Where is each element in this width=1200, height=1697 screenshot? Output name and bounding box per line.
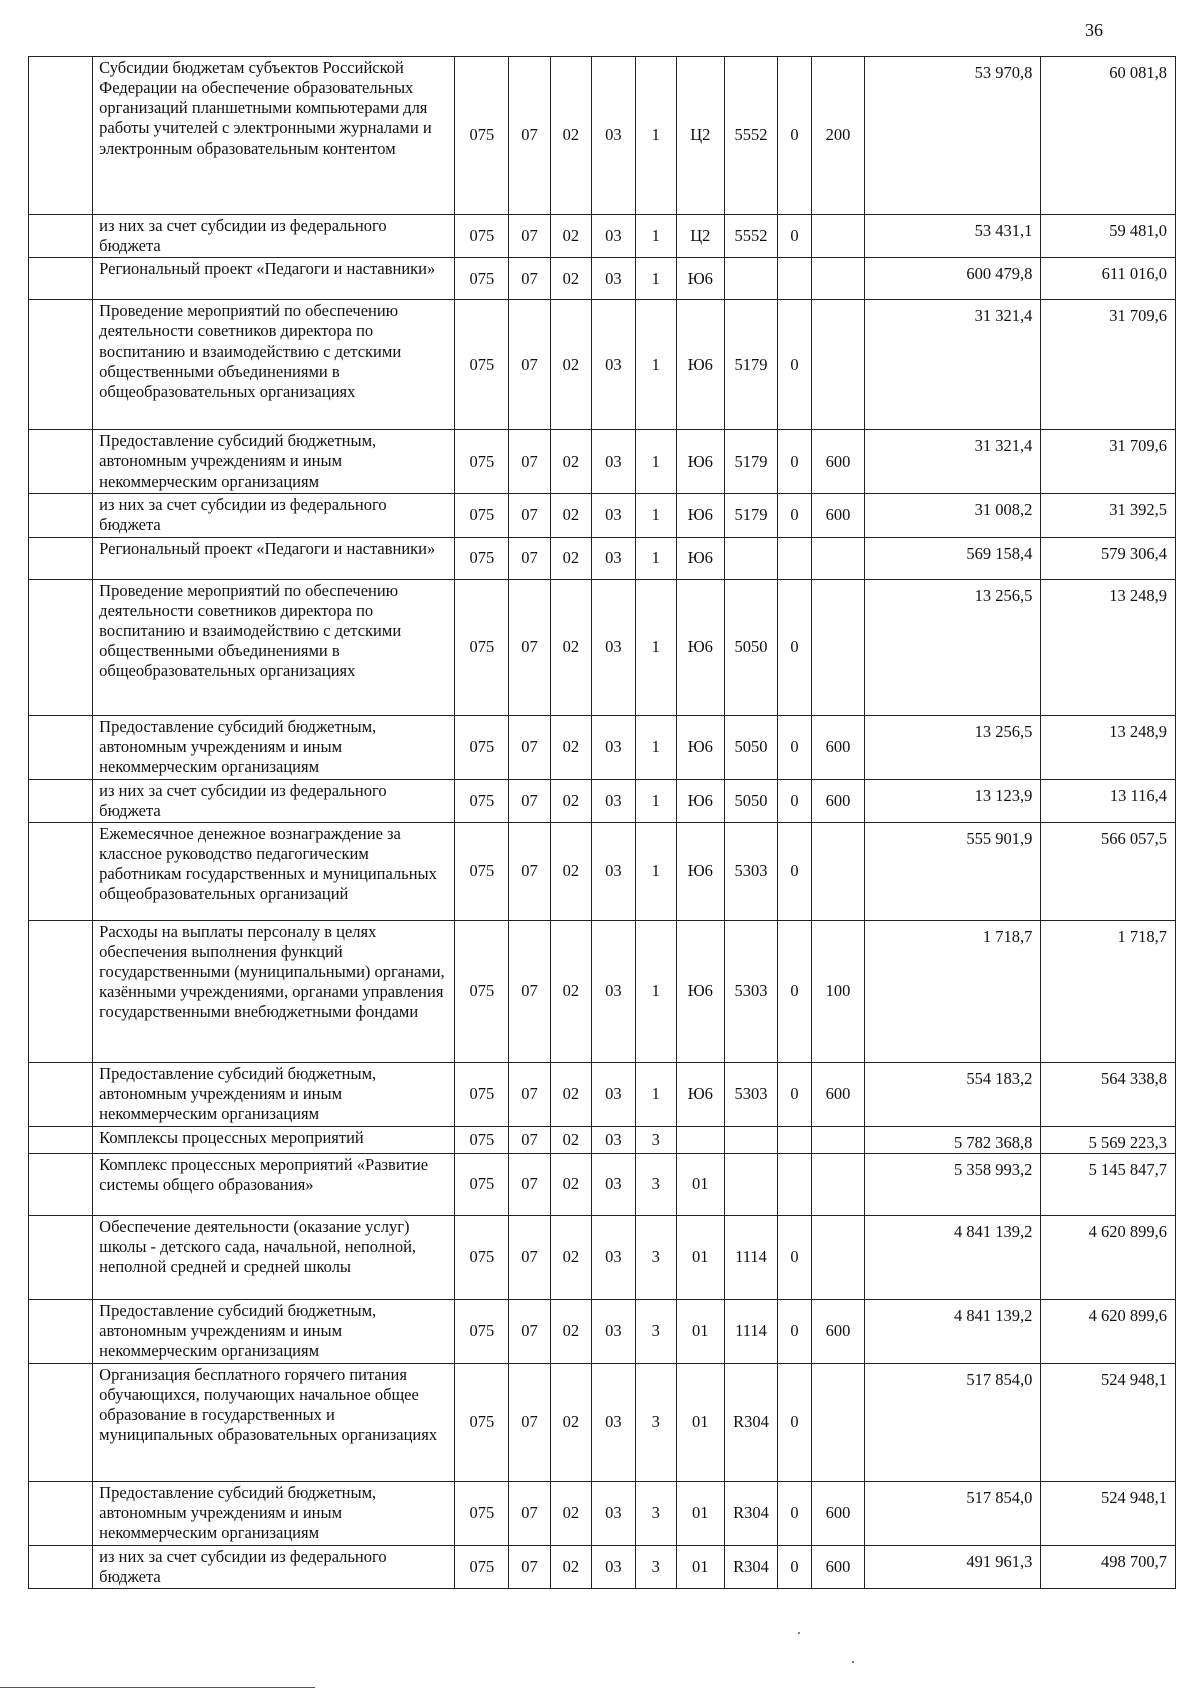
table-row: [29, 258, 1176, 300]
code-cell: [811, 1215, 865, 1299]
table-row: [29, 579, 1176, 715]
table-row: [29, 1363, 1176, 1481]
code-cell: 0: [778, 1215, 811, 1299]
table-row: [29, 430, 1176, 494]
code-cell: 07: [509, 537, 550, 579]
code-cell: 075: [455, 779, 509, 822]
code-cell: 0: [778, 920, 811, 1062]
code-cell: 075: [455, 1215, 509, 1299]
amount-cell-y2: 524 948,1: [1041, 1363, 1176, 1481]
page-number: 36: [1085, 20, 1103, 40]
code-cell: 5552: [724, 57, 778, 215]
code-cell: [778, 537, 811, 579]
code-cell: 02: [550, 1215, 591, 1299]
code-cell: 02: [550, 494, 591, 537]
code-cell: 03: [592, 1215, 635, 1299]
amount-cell-y1: 555 901,9: [865, 822, 1041, 920]
code-cell: 07: [509, 430, 550, 494]
amount-cell-y2: 59 481,0: [1041, 215, 1176, 258]
code-cell: 0: [778, 430, 811, 494]
amount-cell-y2: 13 116,4: [1041, 779, 1176, 822]
code-cell: 03: [592, 1126, 635, 1153]
table-row: [29, 1481, 1176, 1545]
code-cell: Ю6: [677, 300, 725, 430]
code-cell: 1: [635, 822, 676, 920]
row-number-cell: [29, 215, 93, 258]
row-number-cell: [29, 430, 93, 494]
code-cell: 03: [592, 579, 635, 715]
code-cell: 075: [455, 1545, 509, 1588]
code-cell: 075: [455, 258, 509, 300]
code-cell: 03: [592, 494, 635, 537]
code-cell: 02: [550, 537, 591, 579]
code-cell: 5179: [724, 430, 778, 494]
code-cell: 0: [778, 1299, 811, 1363]
item-name-cell: Ежемесячное денежное вознаграждение за классное руководство педагогическим работникам государственных и муниципальных общеобразовательных организаций: [93, 822, 455, 920]
amount-cell-y2: 5 145 847,7: [1041, 1153, 1176, 1215]
code-cell: 07: [509, 300, 550, 430]
code-cell: 01: [677, 1481, 725, 1545]
code-cell: [778, 1153, 811, 1215]
code-cell: 075: [455, 494, 509, 537]
table-row: [29, 822, 1176, 920]
item-name-cell: Проведение мероприятий по обеспечению деятельности советников директора по воспитанию и взаимодействию с детскими общественными объединениями в общеобразовательных организациях: [93, 579, 455, 715]
code-cell: 07: [509, 579, 550, 715]
code-cell: 02: [550, 1299, 591, 1363]
code-cell: Ц2: [677, 57, 725, 215]
code-cell: 1: [635, 215, 676, 258]
code-cell: 1: [635, 920, 676, 1062]
amount-cell-y1: 5 782 368,8: [865, 1126, 1041, 1153]
code-cell: 3: [635, 1299, 676, 1363]
code-cell: 03: [592, 1481, 635, 1545]
code-cell: 3: [635, 1126, 676, 1153]
code-cell: 600: [811, 1481, 865, 1545]
code-cell: 200: [811, 57, 865, 215]
code-cell: 03: [592, 822, 635, 920]
code-cell: 075: [455, 300, 509, 430]
code-cell: 3: [635, 1153, 676, 1215]
amount-cell-y1: 517 854,0: [865, 1481, 1041, 1545]
code-cell: 07: [509, 1126, 550, 1153]
code-cell: Ю6: [677, 430, 725, 494]
code-cell: 01: [677, 1363, 725, 1481]
code-cell: 075: [455, 537, 509, 579]
code-cell: 07: [509, 1481, 550, 1545]
code-cell: 03: [592, 1153, 635, 1215]
code-cell: 02: [550, 57, 591, 215]
item-name-cell: из них за счет субсидии из федерального бюджета: [93, 215, 455, 258]
code-cell: [724, 1153, 778, 1215]
code-cell: Ю6: [677, 822, 725, 920]
code-cell: 1: [635, 1062, 676, 1126]
amount-cell-y1: 517 854,0: [865, 1363, 1041, 1481]
table-row: [29, 1545, 1176, 1588]
amount-cell-y2: 524 948,1: [1041, 1481, 1176, 1545]
amount-cell-y1: 31 321,4: [865, 300, 1041, 430]
code-cell: 01: [677, 1215, 725, 1299]
footer-line: [0, 1687, 315, 1688]
code-cell: 1: [635, 537, 676, 579]
code-cell: 075: [455, 430, 509, 494]
code-cell: 0: [778, 494, 811, 537]
item-name-cell: Предоставление субсидий бюджетным, автономным учреждениям и иным некоммерческим организациям: [93, 1062, 455, 1126]
amount-cell-y2: 31 709,6: [1041, 300, 1176, 430]
item-name-cell: Комплекс процессных мероприятий «Развитие системы общего образования»: [93, 1153, 455, 1215]
row-number-cell: [29, 920, 93, 1062]
amount-cell-y1: 13 256,5: [865, 579, 1041, 715]
code-cell: 07: [509, 494, 550, 537]
code-cell: 03: [592, 57, 635, 215]
amount-cell-y1: 491 961,3: [865, 1545, 1041, 1588]
scan-speck: [852, 1661, 854, 1663]
code-cell: R304: [724, 1545, 778, 1588]
code-cell: 600: [811, 430, 865, 494]
row-number-cell: [29, 1153, 93, 1215]
table-row: [29, 1153, 1176, 1215]
amount-cell-y1: 4 841 139,2: [865, 1299, 1041, 1363]
code-cell: 02: [550, 1363, 591, 1481]
code-cell: 02: [550, 1153, 591, 1215]
row-number-cell: [29, 494, 93, 537]
code-cell: 0: [778, 779, 811, 822]
table-row: [29, 494, 1176, 537]
item-name-cell: из них за счет субсидии из федерального бюджета: [93, 779, 455, 822]
code-cell: 075: [455, 1481, 509, 1545]
code-cell: [811, 1126, 865, 1153]
code-cell: [677, 1126, 725, 1153]
code-cell: 0: [778, 715, 811, 779]
row-number-cell: [29, 1481, 93, 1545]
item-name-cell: Комплексы процессных мероприятий: [93, 1126, 455, 1153]
item-name-cell: Субсидии бюджетам субъектов Российской Федерации на обеспечение образовательных организаций планшетными компьютерами для работы учителей с электронными журналами и электронным образовательным контентом: [93, 57, 455, 215]
code-cell: 0: [778, 300, 811, 430]
amount-cell-y2: 5 569 223,3: [1041, 1126, 1176, 1153]
code-cell: 3: [635, 1215, 676, 1299]
code-cell: Ю6: [677, 537, 725, 579]
code-cell: [811, 300, 865, 430]
code-cell: 07: [509, 1153, 550, 1215]
code-cell: 03: [592, 537, 635, 579]
code-cell: Ю6: [677, 1062, 725, 1126]
code-cell: [811, 537, 865, 579]
table-row: [29, 1126, 1176, 1153]
code-cell: 0: [778, 215, 811, 258]
code-cell: Ц2: [677, 215, 725, 258]
row-number-cell: [29, 1215, 93, 1299]
code-cell: Ю6: [677, 579, 725, 715]
code-cell: 3: [635, 1363, 676, 1481]
amount-cell-y2: 4 620 899,6: [1041, 1215, 1176, 1299]
row-number-cell: [29, 822, 93, 920]
code-cell: 5303: [724, 920, 778, 1062]
table-row: [29, 920, 1176, 1062]
amount-cell-y2: 4 620 899,6: [1041, 1299, 1176, 1363]
code-cell: 02: [550, 1545, 591, 1588]
code-cell: 0: [778, 822, 811, 920]
code-cell: 03: [592, 1062, 635, 1126]
item-name-cell: Проведение мероприятий по обеспечению деятельности советников директора по воспитанию и взаимодействию с детскими общественными объединениями в общеобразовательных организациях: [93, 300, 455, 430]
scan-speck: [798, 1632, 800, 1634]
amount-cell-y1: 600 479,8: [865, 258, 1041, 300]
code-cell: 075: [455, 1153, 509, 1215]
code-cell: 600: [811, 1299, 865, 1363]
code-cell: 02: [550, 1126, 591, 1153]
code-cell: 1: [635, 258, 676, 300]
code-cell: 02: [550, 300, 591, 430]
code-cell: Ю6: [677, 494, 725, 537]
code-cell: 075: [455, 822, 509, 920]
code-cell: 1114: [724, 1215, 778, 1299]
row-number-cell: [29, 300, 93, 430]
amount-cell-y1: 31 321,4: [865, 430, 1041, 494]
code-cell: 600: [811, 1545, 865, 1588]
row-number-cell: [29, 1545, 93, 1588]
amount-cell-y1: 13 256,5: [865, 715, 1041, 779]
amount-cell-y2: 60 081,8: [1041, 57, 1176, 215]
amount-cell-y1: 31 008,2: [865, 494, 1041, 537]
amount-cell-y1: 554 183,2: [865, 1062, 1041, 1126]
code-cell: 02: [550, 215, 591, 258]
code-cell: [811, 822, 865, 920]
code-cell: 5179: [724, 300, 778, 430]
code-cell: 075: [455, 715, 509, 779]
code-cell: 600: [811, 1062, 865, 1126]
code-cell: 03: [592, 1363, 635, 1481]
code-cell: 07: [509, 258, 550, 300]
code-cell: 0: [778, 1363, 811, 1481]
code-cell: 07: [509, 1062, 550, 1126]
code-cell: 1: [635, 779, 676, 822]
code-cell: 1: [635, 494, 676, 537]
code-cell: 0: [778, 57, 811, 215]
code-cell: [811, 215, 865, 258]
table-row: [29, 300, 1176, 430]
amount-cell-y2: 498 700,7: [1041, 1545, 1176, 1588]
row-number-cell: [29, 1126, 93, 1153]
code-cell: R304: [724, 1481, 778, 1545]
code-cell: 07: [509, 215, 550, 258]
code-cell: [724, 537, 778, 579]
code-cell: 600: [811, 779, 865, 822]
code-cell: 075: [455, 1062, 509, 1126]
code-cell: [811, 258, 865, 300]
code-cell: 07: [509, 1363, 550, 1481]
code-cell: 075: [455, 1363, 509, 1481]
item-name-cell: Организация бесплатного горячего питания обучающихся, получающих начальное общее образование в государственных и муниципальных образовательных организациях: [93, 1363, 455, 1481]
amount-cell-y2: 611 016,0: [1041, 258, 1176, 300]
code-cell: Ю6: [677, 715, 725, 779]
code-cell: [811, 1153, 865, 1215]
table-row: [29, 57, 1176, 215]
code-cell: Ю6: [677, 779, 725, 822]
code-cell: 0: [778, 1545, 811, 1588]
table-row: [29, 779, 1176, 822]
code-cell: 02: [550, 779, 591, 822]
code-cell: [724, 258, 778, 300]
code-cell: 02: [550, 715, 591, 779]
code-cell: 02: [550, 822, 591, 920]
code-cell: [778, 1126, 811, 1153]
code-cell: 03: [592, 430, 635, 494]
code-cell: 02: [550, 430, 591, 494]
code-cell: 02: [550, 1062, 591, 1126]
row-number-cell: [29, 57, 93, 215]
code-cell: 03: [592, 300, 635, 430]
code-cell: 5303: [724, 1062, 778, 1126]
code-cell: [724, 1126, 778, 1153]
amount-cell-y2: 31 392,5: [1041, 494, 1176, 537]
item-name-cell: Предоставление субсидий бюджетным, автономным учреждениям и иным некоммерческим организациям: [93, 715, 455, 779]
table-row: [29, 537, 1176, 579]
row-number-cell: [29, 1299, 93, 1363]
code-cell: 03: [592, 779, 635, 822]
code-cell: 1114: [724, 1299, 778, 1363]
row-number-cell: [29, 779, 93, 822]
code-cell: R304: [724, 1363, 778, 1481]
item-name-cell: Обеспечение деятельности (оказание услуг) школы - детского сада, начальной, неполной, неполной средней и средней школы: [93, 1215, 455, 1299]
amount-cell-y1: 53 970,8: [865, 57, 1041, 215]
code-cell: 02: [550, 1481, 591, 1545]
code-cell: 02: [550, 579, 591, 715]
code-cell: Ю6: [677, 258, 725, 300]
code-cell: 3: [635, 1481, 676, 1545]
code-cell: 075: [455, 920, 509, 1062]
row-number-cell: [29, 1363, 93, 1481]
row-number-cell: [29, 1062, 93, 1126]
row-number-cell: [29, 579, 93, 715]
code-cell: 1: [635, 300, 676, 430]
code-cell: [811, 1363, 865, 1481]
code-cell: 1: [635, 57, 676, 215]
code-cell: 075: [455, 57, 509, 215]
code-cell: 01: [677, 1153, 725, 1215]
amount-cell-y1: 5 358 993,2: [865, 1153, 1041, 1215]
code-cell: 5179: [724, 494, 778, 537]
code-cell: 03: [592, 920, 635, 1062]
amount-cell-y2: 31 709,6: [1041, 430, 1176, 494]
amount-cell-y1: 4 841 139,2: [865, 1215, 1041, 1299]
code-cell: 07: [509, 1545, 550, 1588]
budget-table: [28, 56, 1176, 1589]
amount-cell-y1: 13 123,9: [865, 779, 1041, 822]
code-cell: 03: [592, 1545, 635, 1588]
code-cell: 07: [509, 779, 550, 822]
table-row: [29, 215, 1176, 258]
amount-cell-y2: 13 248,9: [1041, 715, 1176, 779]
code-cell: 5050: [724, 779, 778, 822]
item-name-cell: Региональный проект «Педагоги и наставники»: [93, 258, 455, 300]
table-row: [29, 715, 1176, 779]
code-cell: 07: [509, 57, 550, 215]
amount-cell-y2: 566 057,5: [1041, 822, 1176, 920]
code-cell: 03: [592, 1299, 635, 1363]
table-row: [29, 1062, 1176, 1126]
code-cell: 5050: [724, 579, 778, 715]
code-cell: 0: [778, 1062, 811, 1126]
code-cell: 02: [550, 258, 591, 300]
code-cell: 03: [592, 715, 635, 779]
item-name-cell: из них за счет субсидии из федерального бюджета: [93, 1545, 455, 1588]
code-cell: 075: [455, 579, 509, 715]
code-cell: 07: [509, 822, 550, 920]
code-cell: 600: [811, 494, 865, 537]
code-cell: 03: [592, 215, 635, 258]
code-cell: 02: [550, 920, 591, 1062]
code-cell: 075: [455, 1299, 509, 1363]
code-cell: 0: [778, 579, 811, 715]
code-cell: 01: [677, 1545, 725, 1588]
code-cell: 03: [592, 258, 635, 300]
amount-cell-y1: 53 431,1: [865, 215, 1041, 258]
code-cell: 5552: [724, 215, 778, 258]
amount-cell-y2: 579 306,4: [1041, 537, 1176, 579]
code-cell: [778, 258, 811, 300]
item-name-cell: Предоставление субсидий бюджетным, автономным учреждениям и иным некоммерческим организациям: [93, 430, 455, 494]
code-cell: 075: [455, 215, 509, 258]
code-cell: 600: [811, 715, 865, 779]
amount-cell-y2: 564 338,8: [1041, 1062, 1176, 1126]
amount-cell-y2: 1 718,7: [1041, 920, 1176, 1062]
code-cell: 075: [455, 1126, 509, 1153]
item-name-cell: Предоставление субсидий бюджетным, автономным учреждениям и иным некоммерческим организациям: [93, 1481, 455, 1545]
code-cell: 07: [509, 920, 550, 1062]
code-cell: 07: [509, 1299, 550, 1363]
item-name-cell: Региональный проект «Педагоги и наставники»: [93, 537, 455, 579]
amount-cell-y1: 1 718,7: [865, 920, 1041, 1062]
code-cell: 100: [811, 920, 865, 1062]
item-name-cell: Расходы на выплаты персоналу в целях обеспечения выполнения функций государственными (муниципальными) органами, казёнными учреждениями, органами управления государственными внебюджетными фондами: [93, 920, 455, 1062]
table-row: [29, 1299, 1176, 1363]
code-cell: 5303: [724, 822, 778, 920]
row-number-cell: [29, 537, 93, 579]
amount-cell-y2: 13 248,9: [1041, 579, 1176, 715]
code-cell: 1: [635, 579, 676, 715]
code-cell: 07: [509, 715, 550, 779]
item-name-cell: Предоставление субсидий бюджетным, автономным учреждениям и иным некоммерческим организациям: [93, 1299, 455, 1363]
code-cell: 0: [778, 1481, 811, 1545]
code-cell: [811, 579, 865, 715]
row-number-cell: [29, 258, 93, 300]
code-cell: 5050: [724, 715, 778, 779]
code-cell: 07: [509, 1215, 550, 1299]
code-cell: Ю6: [677, 920, 725, 1062]
row-number-cell: [29, 715, 93, 779]
code-cell: 3: [635, 1545, 676, 1588]
amount-cell-y1: 569 158,4: [865, 537, 1041, 579]
item-name-cell: из них за счет субсидии из федерального бюджета: [93, 494, 455, 537]
code-cell: 01: [677, 1299, 725, 1363]
code-cell: 1: [635, 715, 676, 779]
table-row: [29, 1215, 1176, 1299]
code-cell: 1: [635, 430, 676, 494]
